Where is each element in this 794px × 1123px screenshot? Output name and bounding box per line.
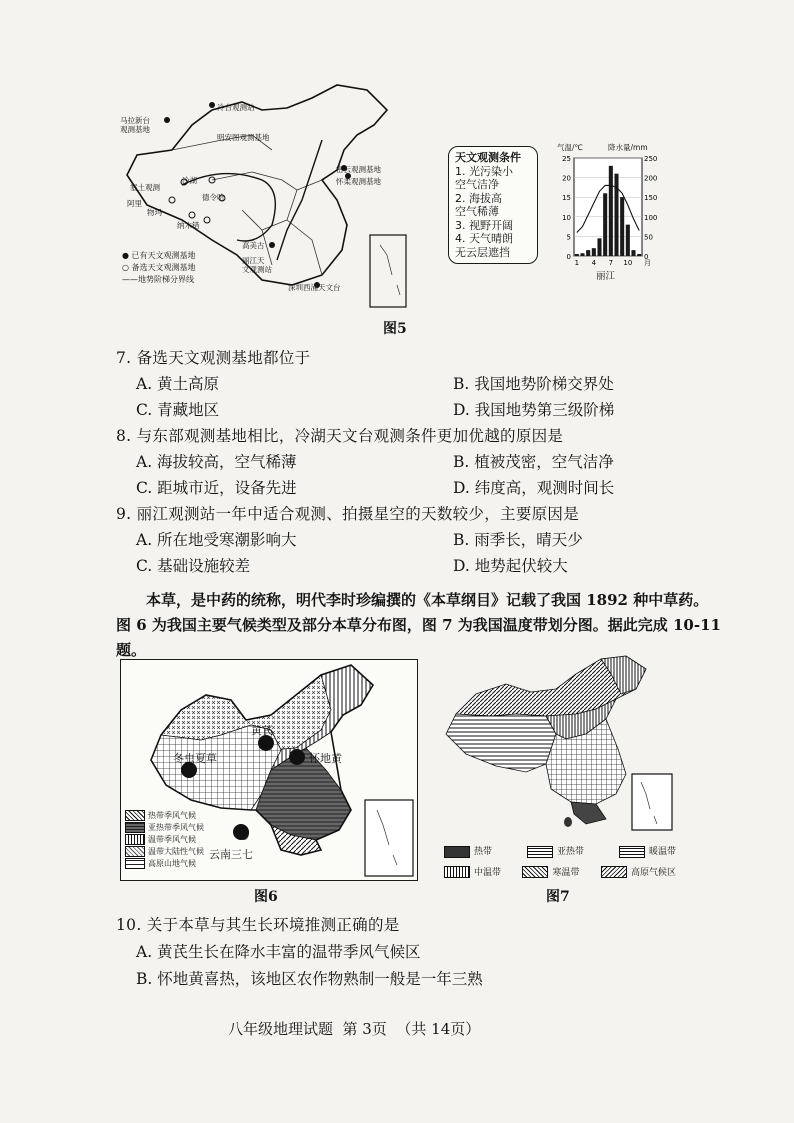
legend-subtropical-monsoon: 亚热带季风气候	[125, 822, 204, 834]
x-tick-label: 1	[574, 259, 580, 267]
shenzhen-label: 深圳西涌天文台	[288, 283, 341, 292]
mingantu-label: 明安图观测基地	[217, 133, 270, 142]
option-c: C. 基础设施较差	[136, 557, 251, 575]
precip-bar	[586, 250, 590, 256]
china-temperature-map-svg	[436, 654, 676, 832]
option-b: B. 怀地黄喜热，该地区农作物熟制一般是一年三熟	[136, 970, 483, 988]
lenghu-label: 冷台观测站	[217, 103, 255, 112]
left-tick-label: 15	[562, 194, 571, 203]
option-d: D. 纬度高，观测时间长	[453, 479, 615, 497]
legend-plateau: 高原气候区	[601, 865, 676, 879]
legend-tropical: 热带	[444, 844, 492, 858]
legend-temperate-monsoon: 温带季风气候	[125, 834, 204, 846]
chart-title: 丽江	[596, 271, 616, 282]
legend-cold-temperate: 寒温带	[522, 865, 579, 879]
condition-line: 3. 视野开阔	[455, 218, 513, 232]
fig7-temperature-zone-map	[436, 654, 676, 894]
gaomeigu-label: 高美古	[242, 241, 265, 250]
right-tick-label: 200	[644, 174, 658, 183]
option-a: A. 海拔较高，空气稀薄	[136, 453, 297, 471]
option-d: D. 我国地势第三级阶梯	[453, 401, 615, 419]
condition-line: 4. 天气晴朗	[455, 232, 513, 245]
left-tick-label: 0	[566, 253, 571, 261]
fig5-map	[112, 80, 412, 310]
right-axis-label: 降水量/mm	[608, 143, 648, 152]
qinghai-label: 德令哈	[202, 193, 225, 202]
conditions-title: 天文观测条件	[455, 151, 521, 164]
chart-plot-area	[574, 158, 642, 256]
page-footer: 八年级地理试题 第 3页 （共 14页）	[228, 1020, 481, 1038]
fig6-legend	[125, 810, 204, 870]
condition-line: 空气稀薄	[455, 205, 499, 218]
right-tick-label: 100	[644, 213, 658, 222]
ngari-label: 阿里	[127, 199, 142, 208]
hebei1-label: 密云观测基地	[336, 165, 381, 174]
precip-bar	[580, 253, 584, 256]
x-axis-label: 月	[644, 259, 651, 267]
climate-chart-svg	[552, 152, 662, 270]
left-tick-label: 20	[562, 174, 571, 183]
x-tick-label: 4	[591, 259, 597, 267]
option-a: A. 黄芪生长在降水丰富的温带季风气候区	[136, 943, 421, 961]
condition-line: 无云层遮挡	[455, 245, 510, 259]
condition-line: 空气洁净	[455, 178, 499, 191]
fig5-legend	[122, 250, 196, 286]
option-c: C. 距城市近，设备先进	[136, 479, 297, 497]
option-b: B. 雨季长，晴天少	[453, 531, 583, 549]
precip-bar	[592, 248, 596, 256]
herb-label-dongchongxiacao: 冬虫夏草	[173, 752, 217, 765]
precip-bar	[631, 250, 635, 256]
xinjiang-site-label-2: 观测基地	[120, 125, 150, 134]
legend-warm-temperate: 暖温带	[619, 844, 676, 858]
lenghu2-label: 冷湖	[182, 176, 197, 185]
lijiang-site-label-2: 文观测站	[242, 265, 272, 274]
option-b: B. 我国地势阶梯交界处	[453, 375, 614, 393]
precip-bar	[626, 225, 630, 256]
x-tick-label: 10	[623, 259, 633, 267]
fig6-climate-map	[120, 659, 418, 881]
left-tick-label: 10	[562, 213, 571, 222]
precip-bar	[620, 197, 624, 256]
line-icon: ——	[122, 275, 138, 284]
option-a: A. 黄土高原	[136, 375, 220, 393]
question-stem: 8. 与东部观测基地相比，冷湖天文台观测条件更加优越的原因是	[116, 427, 564, 445]
precip-bar	[597, 238, 601, 256]
option-d: D. 地势起伏较大	[453, 557, 568, 575]
condition-line: 2. 海拔高	[455, 191, 502, 205]
precip-bar	[637, 254, 641, 256]
precip-bar	[609, 166, 613, 256]
passage-line-1: 本草，是中药的统称，明代李时珍编撰的《本草纲目》记载了我国 1892 种中草药。	[146, 591, 709, 609]
wuma-label: 物玛	[147, 208, 162, 217]
precip-bar	[603, 193, 607, 256]
fig7-caption: 图7	[546, 889, 570, 905]
legend-temperate-continental: 温带大陆性气候	[125, 846, 204, 858]
legend-plateau-mountain: 高原山地气候	[125, 858, 204, 870]
left-tick-label: 25	[562, 155, 571, 163]
fig7-legend	[444, 844, 676, 878]
right-tick-label: 250	[644, 155, 658, 163]
site-label-a: 塞土观测	[130, 183, 160, 192]
fig6-caption: 图6	[254, 889, 278, 905]
lijiang-site-label: 丽江天	[242, 256, 265, 265]
xinjiang-site-label: 马拉新台	[120, 116, 150, 125]
lijiang-climate-chart	[552, 142, 662, 282]
question-stem: 10. 关于本草与其生长环境推测正确的是	[116, 916, 400, 934]
legend-boundary: ——地势阶梯分界线	[122, 275, 194, 284]
question-stem: 9. 丽江观测站一年中适合观测、拍摄星空的天数较少，主要原因是	[116, 505, 580, 523]
option-c: C. 青藏地区	[136, 401, 220, 419]
precip-bar	[614, 174, 618, 256]
herb-label-huangqi: 黄芪	[251, 724, 273, 737]
question-stem: 7. 备选天文观测基地都位于	[116, 349, 311, 367]
left-tick-label: 5	[566, 233, 571, 242]
right-tick-label: 50	[644, 233, 653, 242]
left-axis-label: 气温/℃	[557, 143, 583, 152]
hollow-dot-icon: ○	[122, 263, 129, 272]
option-a: A. 所在地受寒潮影响大	[136, 531, 297, 549]
filled-dot-icon: ●	[122, 251, 129, 260]
herb-label-huaidihuang: 怀地黄	[309, 752, 342, 765]
condition-line: 1. 光污染小	[455, 164, 513, 178]
legend-candidate: ○ 备选天文观测基地	[122, 263, 196, 272]
legend-mid-temperate: 中温带	[444, 865, 501, 879]
precip-bar	[575, 254, 579, 256]
right-tick-label: 0	[644, 253, 649, 261]
observation-conditions-box	[448, 146, 538, 264]
hebei2-label: 怀柔观测基地	[336, 177, 381, 186]
herb-label-sanqi: 云南三七	[209, 848, 253, 861]
option-b: B. 植被茂密，空气洁净	[453, 453, 614, 471]
passage-line-2: 图 6 为我国主要气候类型及部分本草分布图，图 7 为我国温度带划分图。据此完成 10-11	[116, 616, 721, 634]
passage-line-3: 题。	[116, 641, 147, 659]
legend-subtropical: 亚热带	[527, 844, 584, 858]
fig5-caption: 图5	[383, 321, 407, 337]
legend-tropical-monsoon: 热带季风气候	[125, 810, 204, 822]
nam-label: 纳木错	[177, 221, 200, 230]
right-tick-label: 150	[644, 194, 658, 203]
x-tick-label: 7	[608, 259, 614, 267]
legend-existing: ● 已有天文观测基地	[122, 251, 196, 260]
